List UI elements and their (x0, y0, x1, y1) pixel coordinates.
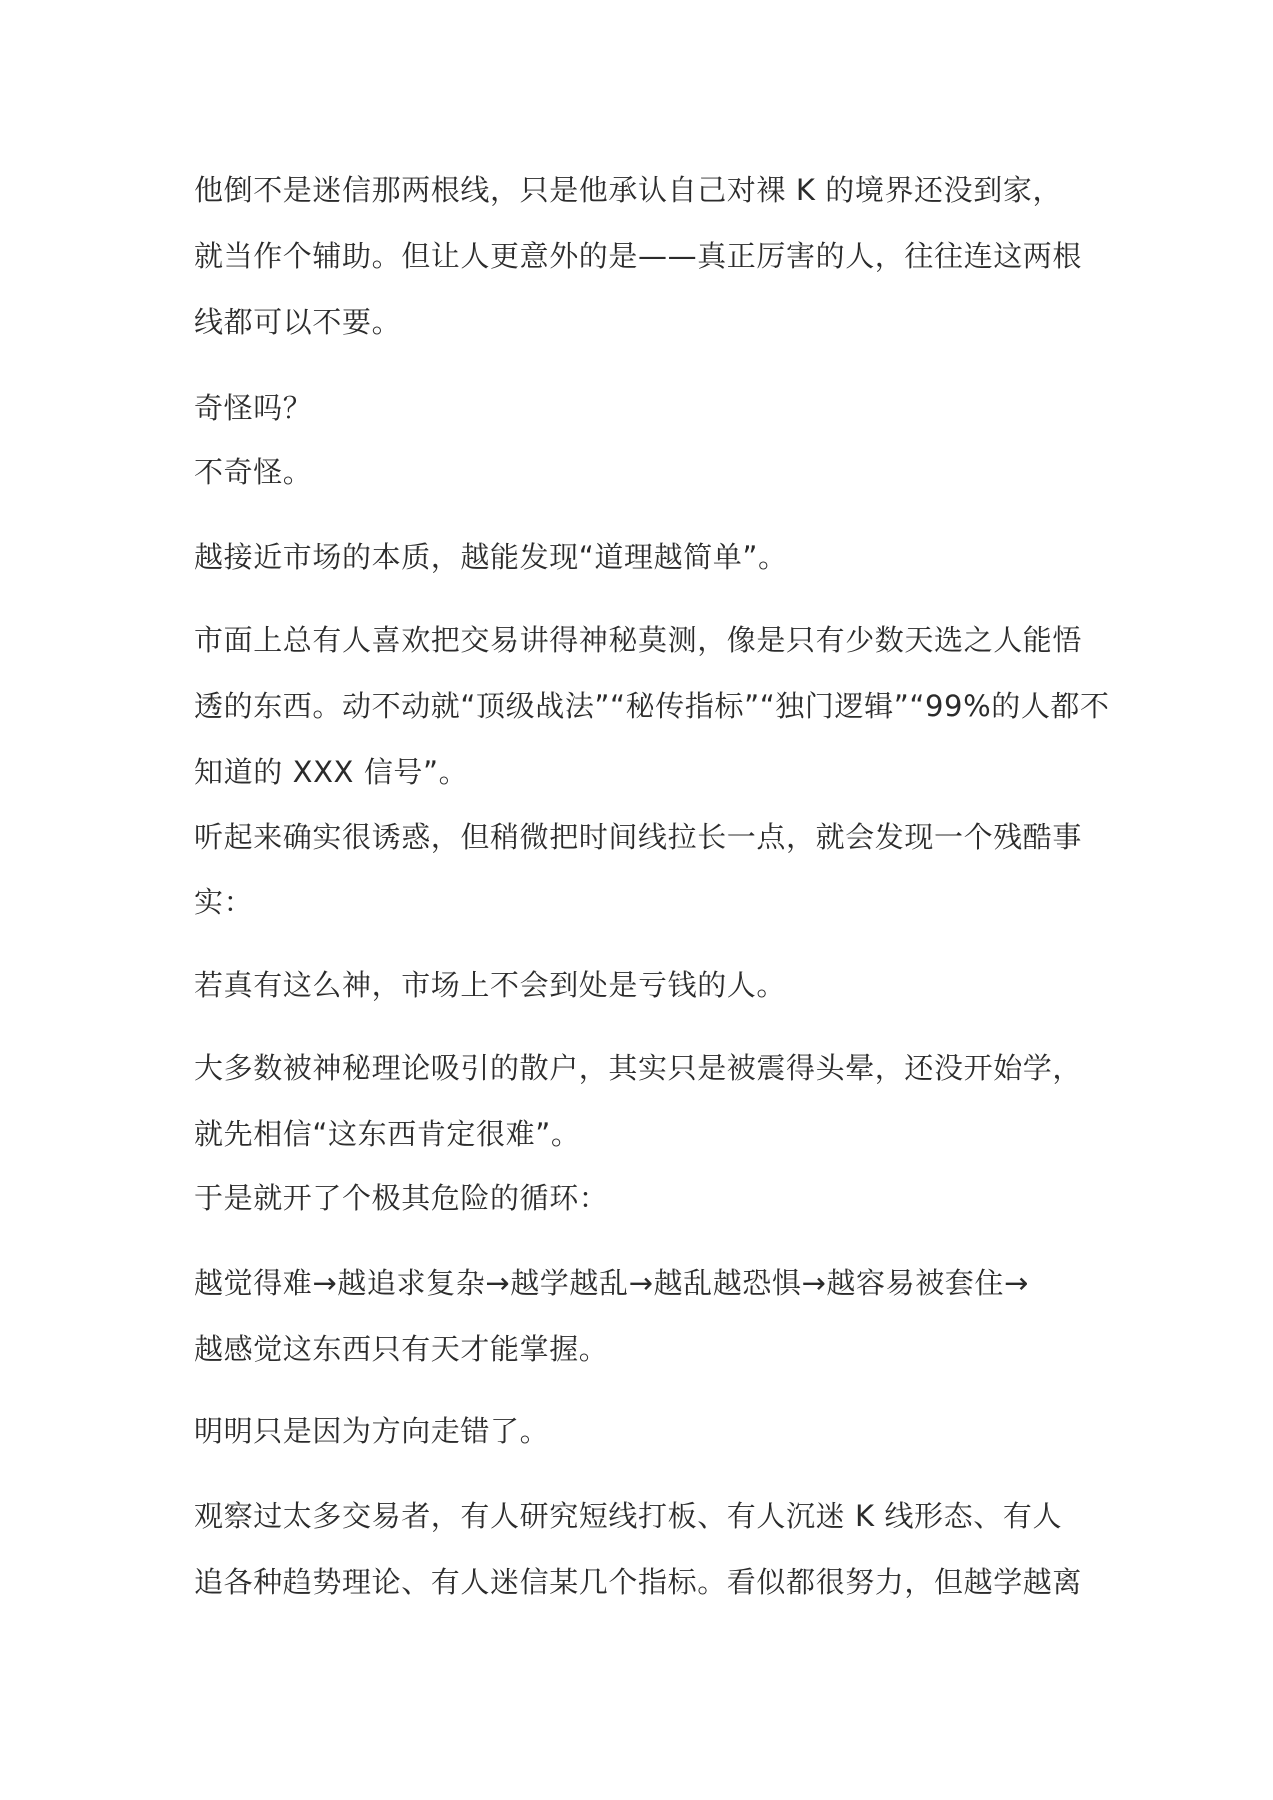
text-line: 不奇怪。 (194, 455, 313, 489)
text-line: 越感觉这东西只有天才能掌握。 (194, 1332, 609, 1366)
text-line: 越接近市场的本质，越能发现“道理越简单”。 (194, 540, 788, 574)
text-line: 听起来确实很诱惑，但稍微把时间线拉长一点，就会发现一个残酷事 (194, 820, 1083, 854)
text-line: 他倒不是迷信那两根线，只是他承认自己对裸 K 的境界还没到家， (194, 173, 1063, 207)
text-line: 大多数被神秘理论吸引的散户，其实只是被震得头晕，还没开始学， (194, 1051, 1083, 1085)
text-line: 观察过太多交易者，有人研究短线打板、有人沉迷 K 线形态、有人 (194, 1499, 1063, 1533)
text-line: 实： (194, 885, 254, 919)
text-line: 线都可以不要。 (194, 305, 402, 339)
text-line: 奇怪吗？ (194, 391, 313, 425)
text-line: 知道的 XXX 信号”。 (194, 755, 469, 789)
text-line: 若真有这么神，市场上不会到处是亏钱的人。 (194, 968, 787, 1002)
text-line: 就当作个辅助。但让人更意外的是——真正厉害的人，往往连这两根 (194, 239, 1083, 273)
text-line: 明明只是因为方向走错了。 (194, 1414, 550, 1448)
text-line: 市面上总有人喜欢把交易讲得神秘莫测，像是只有少数天选之人能悟 (194, 623, 1083, 657)
text-line: 就先相信“这东西肯定很难”。 (194, 1117, 581, 1151)
text-line: 于是就开了个极其危险的循环： (194, 1181, 609, 1215)
text-line: 越觉得难→越追求复杂→越学越乱→越乱越恐惧→越容易被套住→ (194, 1266, 1029, 1300)
text-line: 透的东西。动不动就“顶级战法”“秘传指标”“独门逻辑”“99%的人都不 (194, 689, 1110, 723)
text-line: 追各种趋势理论、有人迷信某几个指标。看似都很努力，但越学越离 (194, 1565, 1083, 1599)
